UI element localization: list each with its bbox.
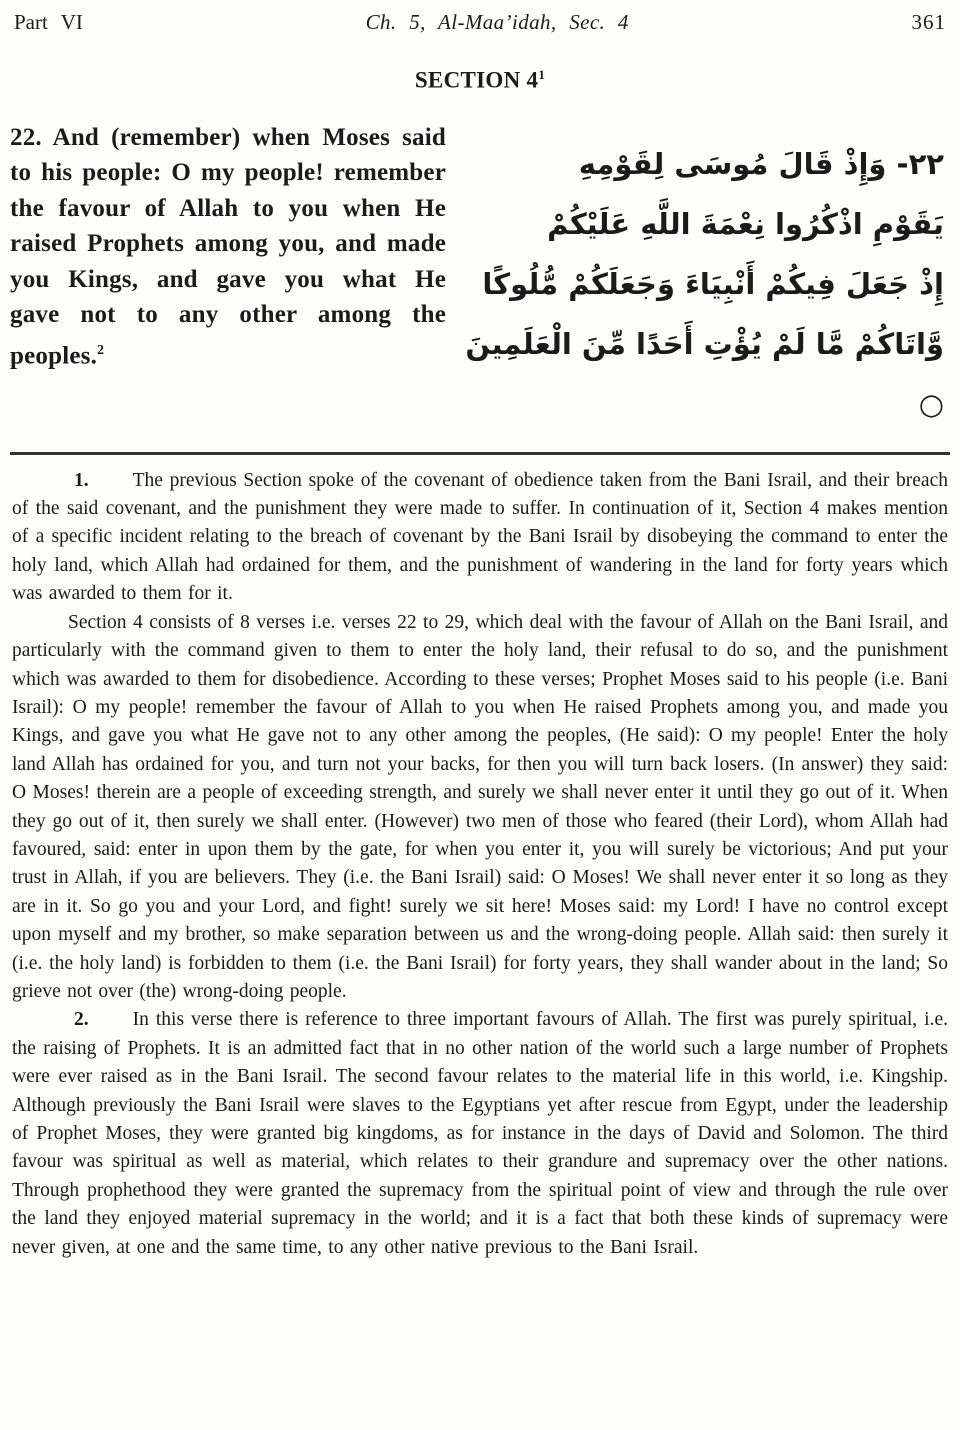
footnote-2-text-1: In this verse there is reference to three important favours of Allah. The first was purely spiritual, i.e. the raising of Prophets. It is an admitted fact that in no other nation of the world such a large number of Prophets were ever raised as in the Bani Israil. The second favour relates to the material life in this world, i.e. Kingship. Although previously the Bani Israil were slaves to the Egyptians yet after rescue from Egypt, under the leadership of Prophet Moses, they were granted big kingdoms, as for instance in the days of David and Solomon. The third favour was spiritual as well as material, which relates to their grandure and supremacy over the other nations. Through prophethood they were granted the supremacy from the spiritual point of view and through the rule over the land they enjoyed material supremacy in the world; and it is a fact that both these kinds of supremacy were never given, at one and the same time, to any other native previous to the Bani Israil. [12,1009,948,1258]
translation-footnote-ref: 2 [97,342,105,358]
footnote-1-number: 1. [74,469,89,491]
verse-translation [10,120,446,434]
section-heading-text: SECTION 4 [414,67,539,93]
chapter-title: Ch. 5, Al-Maa’idah, Sec. 4 [365,10,629,34]
footnote-divider [10,452,950,455]
footnote-2-number: 2. [74,1009,89,1031]
footnote-1-text-2: Section 4 consists of 8 verses i.e. verses 22 to 29, which deal with the favour of Allah on the Bani Israil, and particularly with the command given to them to enter the holy land, their refusal to do so, and the punishment which was awarded to them for disobedience. According to these verses; Prophet Moses said to his people (i.e. Bani Israil): O my people! remember the favour of Allah to you when He raised Prophets among you, and made you Kings, and gave you what He gave not to any other among the peoples, (He said): O my people! Enter the holy land Allah has ordained for you, and turn not your backs, for then you will turn back losers. (In answer) they said: O Moses! therein are a people of exceeding strength, and surely we shall never enter it until they go out of it. When they go out of it, then surely we shall enter. (However) two men of those who feared (their Lord), whom Allah had favoured, said: enter in upon them by the gate, for when you enter it, you will surely be victorious; And put your trust in Allah, if you are believers. They (i.e. the Bani Israil) said: O Moses! We shall never enter it so long as they are in it. So go you and your Lord, and fight! surely we sit here! Moses said: my Lord! I have no control except upon myself and my brother, so make separation between us and the wrong-doing people. Allah said: then surely it (i.e. the holy land) is forbidden to them (i.e. the Bani Israil) for forty years, they shall wander about in the land; So grieve not over (the) wrong-doing people. [12,611,948,1002]
footnote-1-paragraph-2 [12,609,948,1007]
arabic-line-2: يَقَوْمِ اذْكُرُوا نِعْمَةَ اللَّهِ عَلَيْكُمْ [547,206,944,241]
arabic-verse [446,120,950,434]
part-label: Part VI [14,10,83,34]
arabic-line-1: ٢٢- وَإِذْ قَالَ مُوسَى لِقَوْمِهِ [578,146,944,181]
footnote-1-paragraph-1 [12,467,948,609]
footnote-2-paragraph-1 [12,1006,948,1262]
arabic-line-3: إِذْ جَعَلَ فِيكُمْ أَنْبِيَاءَ وَجَعَلَكُمْ مُّلُوكًا [482,266,944,301]
running-header [10,8,950,35]
arabic-line-4: وَّاتَاكُمْ مَّا لَمْ يُؤْتِ أَحَدًا مِّنَ الْعَلَمِينَ ○ [465,326,944,421]
verse-translation-text: 22. And (remember) when Moses said to his people: O my people! remember the favour of Allah to you when He raised Prophets among you, and made you Kings, and gave you what He gave not to any other among the peoples. [10,123,446,369]
section-footnote-ref: 1 [538,67,546,82]
footnotes [10,467,950,1262]
section-heading [10,67,950,94]
page-number: 361 [911,10,946,34]
footnote-1-text-1: The previous Section spoke of the covenant of obedience taken from the Bani Israil, and their breach of the said covenant, and the punishment they were made to suffer. In continuation of it, Section 4 makes mention of a specific incident relating to the breach of covenant by the Bani Israil by disobeying the command to enter the holy land, which Allah had ordained for them, and the punishment of wandering in the land for forty years which was awarded to them for it. [12,469,948,605]
verse-block [10,120,950,434]
